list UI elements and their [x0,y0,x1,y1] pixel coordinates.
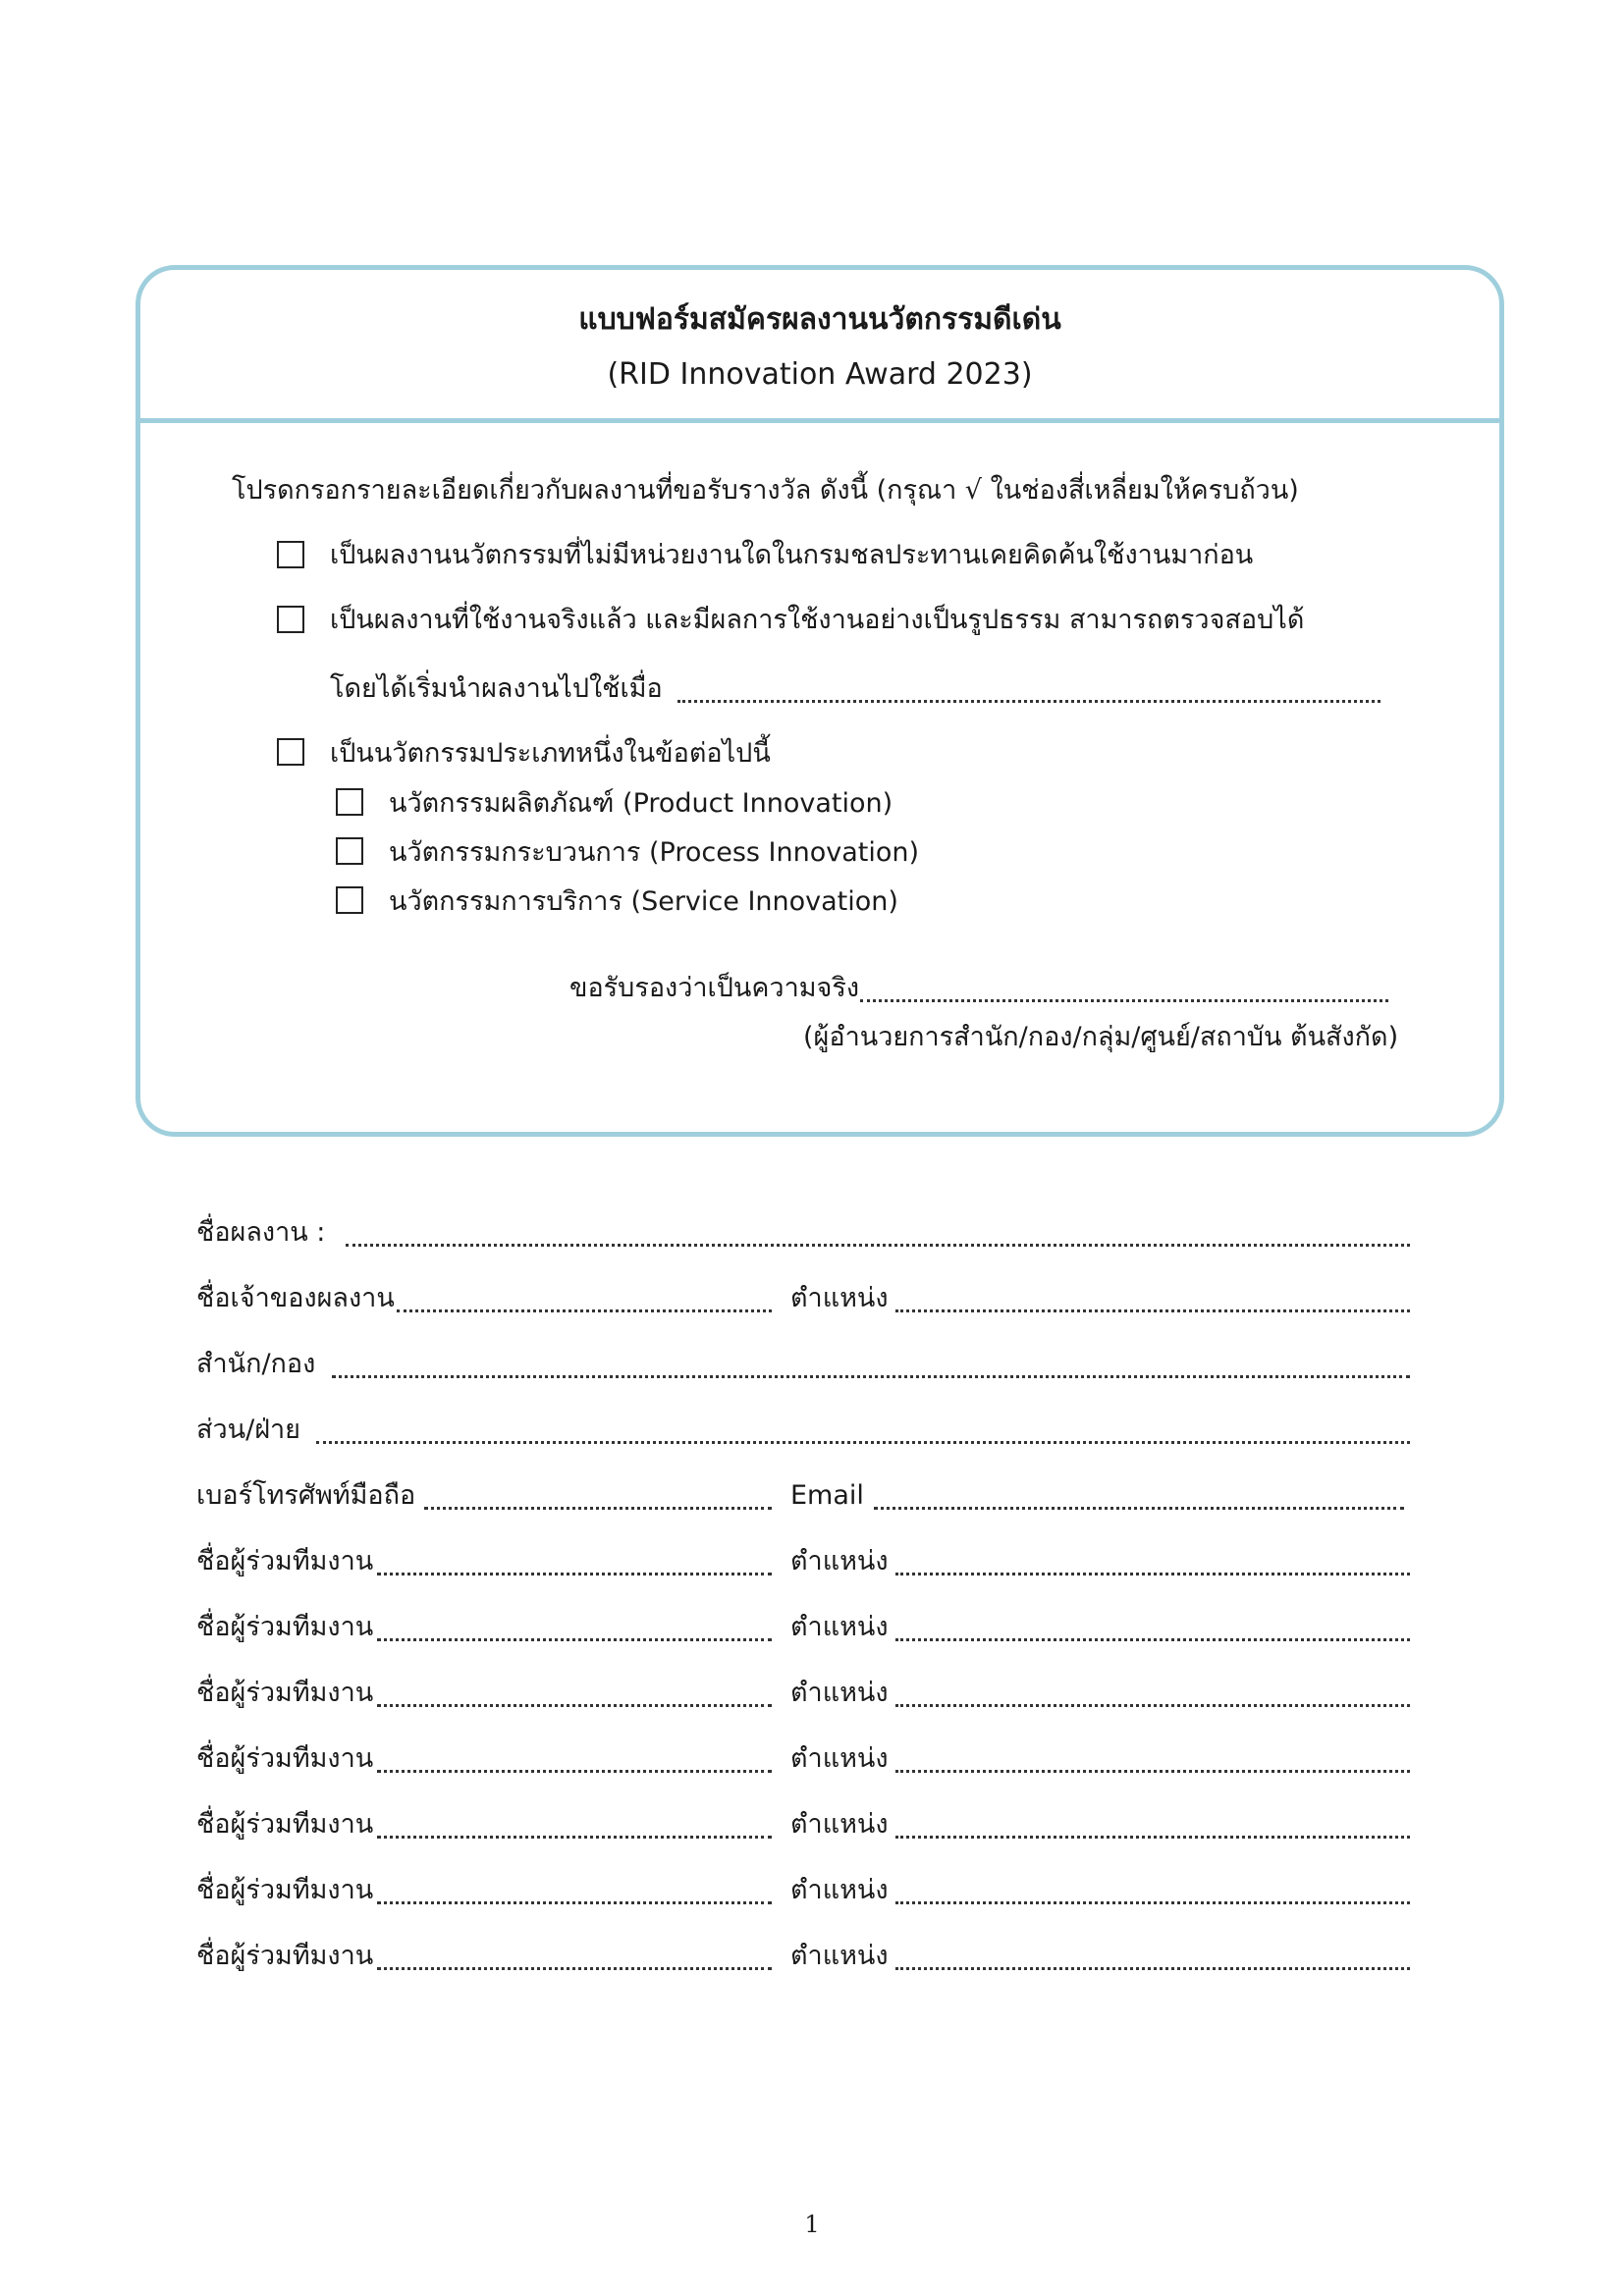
division-field[interactable] [316,1441,1410,1444]
label-team-position: ตำแหน่ง [790,1809,889,1840]
checkbox-no-prior-invention[interactable] [277,541,304,568]
label-team-member: ชื่อผู้ร่วมทีมงาน [196,1941,374,1971]
certify-label: ขอรับรองว่าเป็นความจริง [569,973,860,1003]
team-member-position-field[interactable] [895,1901,1410,1904]
team-member-position-field[interactable] [895,1836,1410,1839]
checkbox-label-already-used: เป็นผลงานที่ใช้งานจริงแล้ว และมีผลการใช้งานอย่างเป็นรูปธรรม สามารถตรวจสอบได้ [330,605,1305,635]
label-team-position: ตำแหน่ง [790,1546,889,1576]
certify-signature-field[interactable] [860,999,1388,1002]
team-member-name-field[interactable] [377,1770,772,1773]
team-member-name-field[interactable] [377,1967,772,1970]
checkbox-already-used[interactable] [277,606,304,633]
label-service-innovation: นวัตกรรมการบริการ (Service Innovation) [389,886,898,917]
label-division: ส่วน/ฝ่าย [196,1415,300,1445]
checkbox-label-no-prior-invention: เป็นผลงานนวัตกรรมที่ไม่มีหน่วยงานใดในกรมชลประทานเคยคิดค้นใช้งานมาก่อน [330,540,1254,570]
label-product-innovation: นวัตกรรมผลิตภัณฑ์ (Product Innovation) [389,788,893,819]
team-member-position-field[interactable] [895,1573,1410,1575]
label-office: สำนัก/กอง [196,1349,316,1379]
label-team-member: ชื่อผู้ร่วมทีมงาน [196,1546,374,1576]
work-name-field[interactable] [346,1244,1410,1247]
checkbox-service-innovation[interactable] [336,886,363,914]
label-process-innovation: นวัตกรรมกระบวนการ (Process Innovation) [389,837,920,868]
start-use-label: โดยได้เริ่มนำผลงานไปใช้เมื่อ [330,673,663,704]
page-number: 1 [804,2211,820,2238]
owner-position-field[interactable] [895,1309,1410,1312]
label-owner-name: ชื่อเจ้าของผลงาน [196,1283,395,1313]
label-team-position: ตำแหน่ง [790,1743,889,1774]
team-member-name-field[interactable] [377,1836,772,1839]
label-email: Email [790,1480,864,1511]
instruction-text: โปรดกรอกรายละเอียดเกี่ยวกับผลงานที่ขอรับรางวัล ดังนี้ (กรุณา √ ในช่องสี่เหลี่ยมให้ครบถ้วน) [232,475,1299,506]
phone-field[interactable] [424,1507,772,1510]
checkbox-process-innovation[interactable] [336,837,363,865]
form-title-english: (RID Innovation Award 2023) [607,357,1033,392]
label-team-position: ตำแหน่ง [790,1941,889,1971]
start-use-date-field[interactable] [677,700,1380,703]
label-team-member: ชื่อผู้ร่วมทีมงาน [196,1678,374,1708]
team-member-position-field[interactable] [895,1967,1410,1970]
label-team-position: ตำแหน่ง [790,1612,889,1642]
label-team-member: ชื่อผู้ร่วมทีมงาน [196,1809,374,1840]
team-member-name-field[interactable] [377,1638,772,1641]
label-team-member: ชื่อผู้ร่วมทีมงาน [196,1875,374,1905]
label-team-position: ตำแหน่ง [790,1875,889,1905]
team-member-position-field[interactable] [895,1770,1410,1773]
label-work-name: ชื่อผลงาน : [196,1217,326,1248]
team-member-name-field[interactable] [377,1704,772,1707]
form-title-thai: แบบฟอร์มสมัครผลงานนวัตกรรมดีเด่น [578,302,1061,337]
label-team-position: ตำแหน่ง [790,1678,889,1708]
email-field[interactable] [874,1507,1404,1510]
label-team-member: ชื่อผู้ร่วมทีมงาน [196,1743,374,1774]
team-member-position-field[interactable] [895,1638,1410,1641]
checkbox-innovation-type[interactable] [277,738,304,766]
owner-name-field[interactable] [397,1309,772,1312]
certify-role: (ผู้อำนวยการสำนัก/กอง/กลุ่ม/ศูนย์/สถาบัน ต้นสังกัด) [803,1022,1399,1052]
office-field[interactable] [332,1375,1410,1378]
team-member-name-field[interactable] [377,1573,772,1575]
checkbox-product-innovation[interactable] [336,788,363,816]
checkbox-label-innovation-type: เป็นนวัตกรรมประเภทหนึ่งในข้อต่อไปนี้ [330,738,771,769]
label-team-member: ชื่อผู้ร่วมทีมงาน [196,1612,374,1642]
label-phone: เบอร์โทรศัพท์มือถือ [196,1480,416,1511]
form-header [140,270,1499,423]
label-owner-position: ตำแหน่ง [790,1283,889,1313]
team-member-name-field[interactable] [377,1901,772,1904]
team-member-position-field[interactable] [895,1704,1410,1707]
